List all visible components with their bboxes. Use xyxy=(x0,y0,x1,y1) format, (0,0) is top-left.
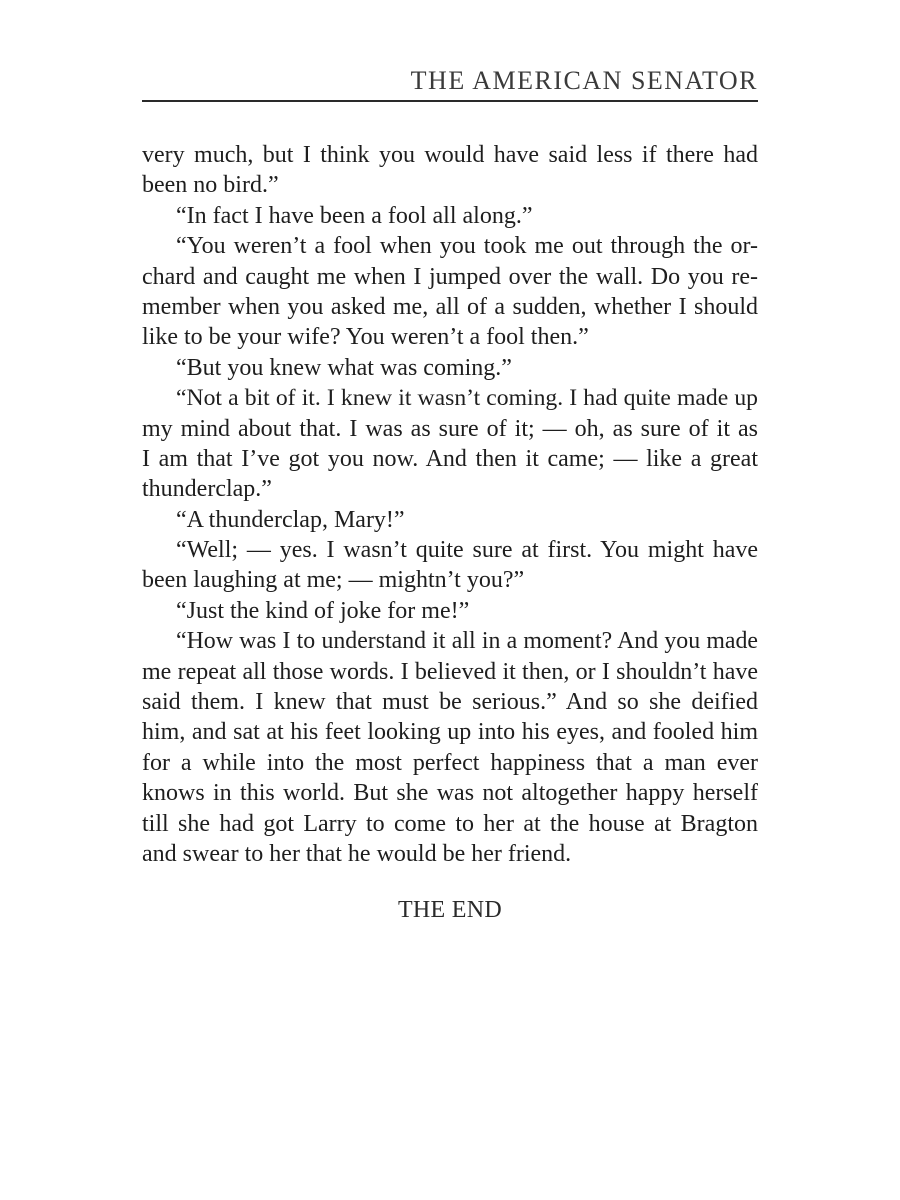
text-line: him, and sat at his feet looking up into his eyes, and fooled him xyxy=(142,719,758,746)
text-line: “Not a bit of it. I knew it wasn’t coming. I had quite made up xyxy=(176,385,758,412)
header-rule xyxy=(142,100,758,102)
text-line: I am that I’ve got you now. And then it came; — like a great xyxy=(142,445,758,472)
text-line: “Well; — yes. I wasn’t quite sure at first. You might have xyxy=(176,537,758,564)
text-line: been no bird.” xyxy=(142,172,279,199)
text-line: me repeat all those words. I believed it then, or I shouldn’t have xyxy=(142,658,758,685)
text-line: and swear to her that he would be her friend. xyxy=(142,840,572,867)
running-head-title: THE AMERICAN SENATOR xyxy=(410,66,758,95)
text-line: my mind about that. I was as sure of it; — oh, as sure of it as xyxy=(142,415,758,442)
text-line: “Just the kind of joke for me!” xyxy=(176,597,470,624)
text-line: “A thunderclap, Mary!” xyxy=(176,506,405,533)
text-line: member when you asked me, all of a sudden, whether I should xyxy=(142,293,758,320)
text-line: “You weren’t a fool when you took me out through the or- xyxy=(176,233,758,260)
text-line: very much, but I think you would have said less if there had xyxy=(142,142,758,168)
text-line: like to be your wife? You weren’t a fool then.” xyxy=(142,324,589,351)
text-line: till she had got Larry to come to her at the house at Bragton xyxy=(142,810,758,837)
body-text xyxy=(142,140,758,869)
text-line: for a while into the most perfect happiness that a man ever xyxy=(142,749,758,776)
text-line: “In fact I have been a fool all along.” xyxy=(176,202,533,229)
text-line: chard and caught me when I jumped over the wall. Do you re- xyxy=(142,263,758,290)
the-end-label: THE END xyxy=(397,897,503,923)
text-line: been laughing at me; — mightn’t you?” xyxy=(142,567,525,594)
text-line: knows in this world. But she was not altogether happy herself xyxy=(142,780,758,807)
text-line: thunderclap.” xyxy=(142,476,272,503)
text-line: “But you knew what was coming.” xyxy=(176,354,512,381)
text-line: “How was I to understand it all in a moment? And you made xyxy=(176,628,758,655)
text-line: said them. I knew that must be serious.” And so she deified xyxy=(142,689,758,716)
